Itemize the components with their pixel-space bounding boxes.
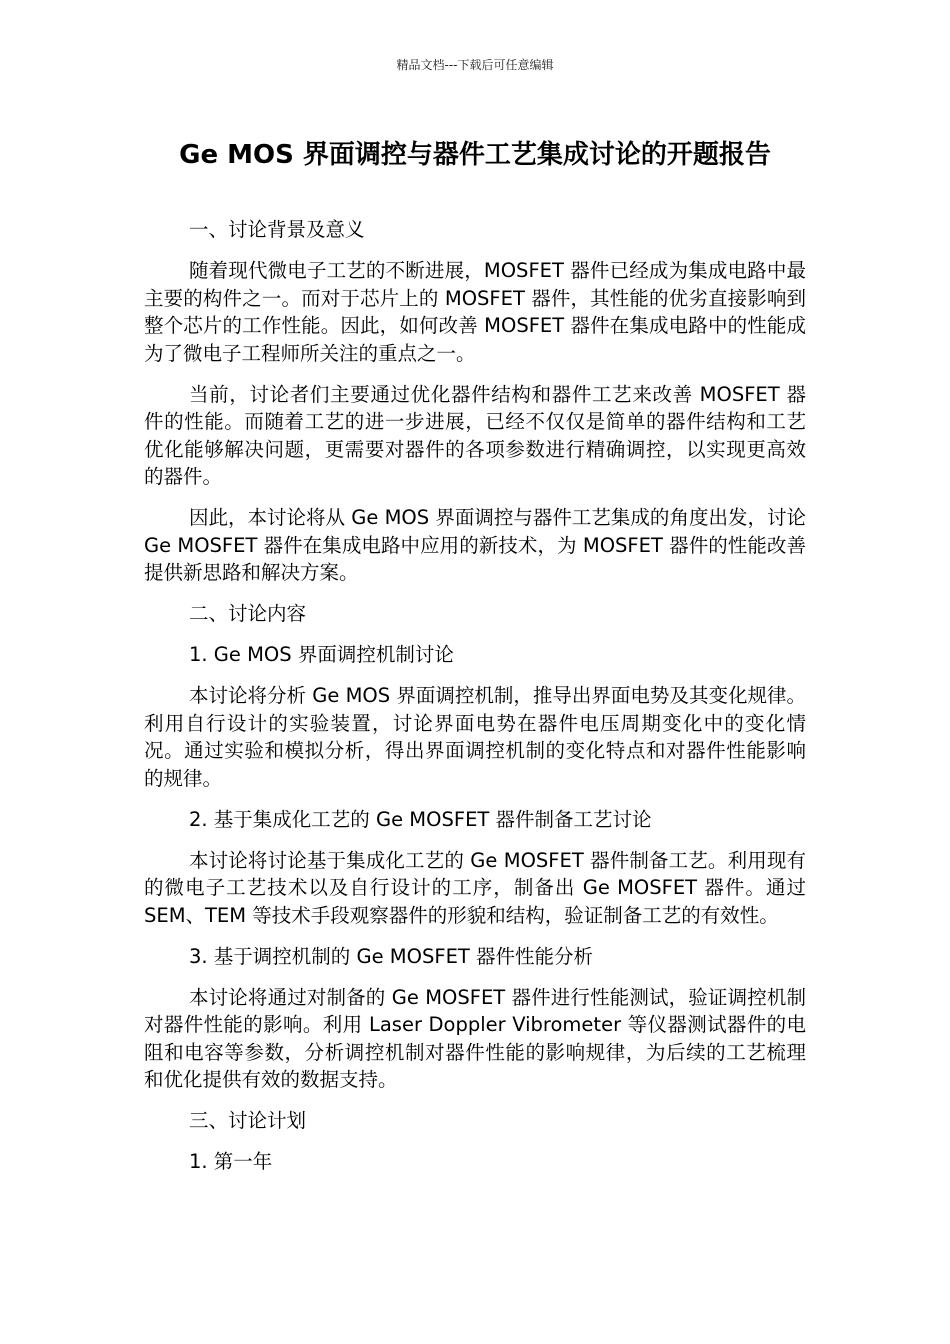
header-note: 精品文档---下载后可任意编辑 xyxy=(396,58,554,72)
section-heading-plan: 三、讨论计划 xyxy=(189,1109,307,1132)
subheading-interface-mechanism: 1. Ge MOS 界面调控机制讨论 xyxy=(189,643,454,666)
subheading-performance-analysis: 3. 基于调控机制的 Ge MOSFET 器件性能分析 xyxy=(189,944,594,968)
paragraph-background-1: 随着现代微电子工艺的不断进展，MOSFET 器件已经成为集成电路中最主要的构件之一。而对于芯片上的 MOSFET 器件，其性能的优劣直接影响到整个芯片的工作性能。因此，如何改善 MOSFET 器件在集成电路中的性能成为了微电子工程师所关注的重点之一。 xyxy=(144,259,806,365)
paragraph-background-2: 当前，讨论者们主要通过优化器件结构和器件工艺来改善 MOSFET 器件的性能。而随着工艺的进一步进展，已经不仅仅是简单的器件结构和工艺优化能够解决问题，更需要对器件的各项参数进行精确调控，以实现更高效的器件。 xyxy=(144,382,806,488)
document-title: Ge MOS 界面调控与器件工艺集成讨论的开题报告 xyxy=(179,140,771,170)
section-heading-background: 一、讨论背景及意义 xyxy=(189,218,365,241)
subheading-fabrication-process: 2. 基于集成化工艺的 Ge MOSFET 器件制备工艺讨论 xyxy=(189,807,652,831)
document-body xyxy=(144,216,806,1189)
paragraph-background-3: 因此，本讨论将从 Ge MOS 界面调控与器件工艺集成的角度出发，讨论 Ge MOSFET 器件在集成电路中应用的新技术，为 MOSFET 器件的性能改善提供新思路和解决方案。 xyxy=(144,506,806,584)
paragraph-performance-analysis: 本讨论将通过对制备的 Ge MOSFET 器件进行性能测试，验证调控机制对器件性能的影响。利用 Laser Doppler Vibrometer 等仪器测试器件的电阻和电容等参数，分析调控机制对器件性能的影响规律，为后续的工艺梳理和优化提供有效的数据支持。 xyxy=(144,985,806,1091)
section-heading-content: 二、讨论内容 xyxy=(189,602,307,625)
paragraph-fabrication-process: 本讨论将讨论基于集成化工艺的 Ge MOSFET 器件制备工艺。利用现有的微电子工艺技术以及自行设计的工序，制备出 Ge MOSFET 器件。通过 SEM、TEM 等技术手段观察器件的形貌和结构，验证制备工艺的有效性。 xyxy=(144,848,806,927)
paragraph-interface-mechanism: 本讨论将分析 Ge MOS 界面调控机制，推导出界面电势及其变化规律。利用自行设计的实验装置，讨论界面电势在器件电压周期变化中的变化情况。通过实验和模拟分析，得出界面调控机制的变化特点和对器件性能影响的规律。 xyxy=(144,684,806,790)
subheading-first-year: 1. 第一年 xyxy=(189,1150,273,1173)
